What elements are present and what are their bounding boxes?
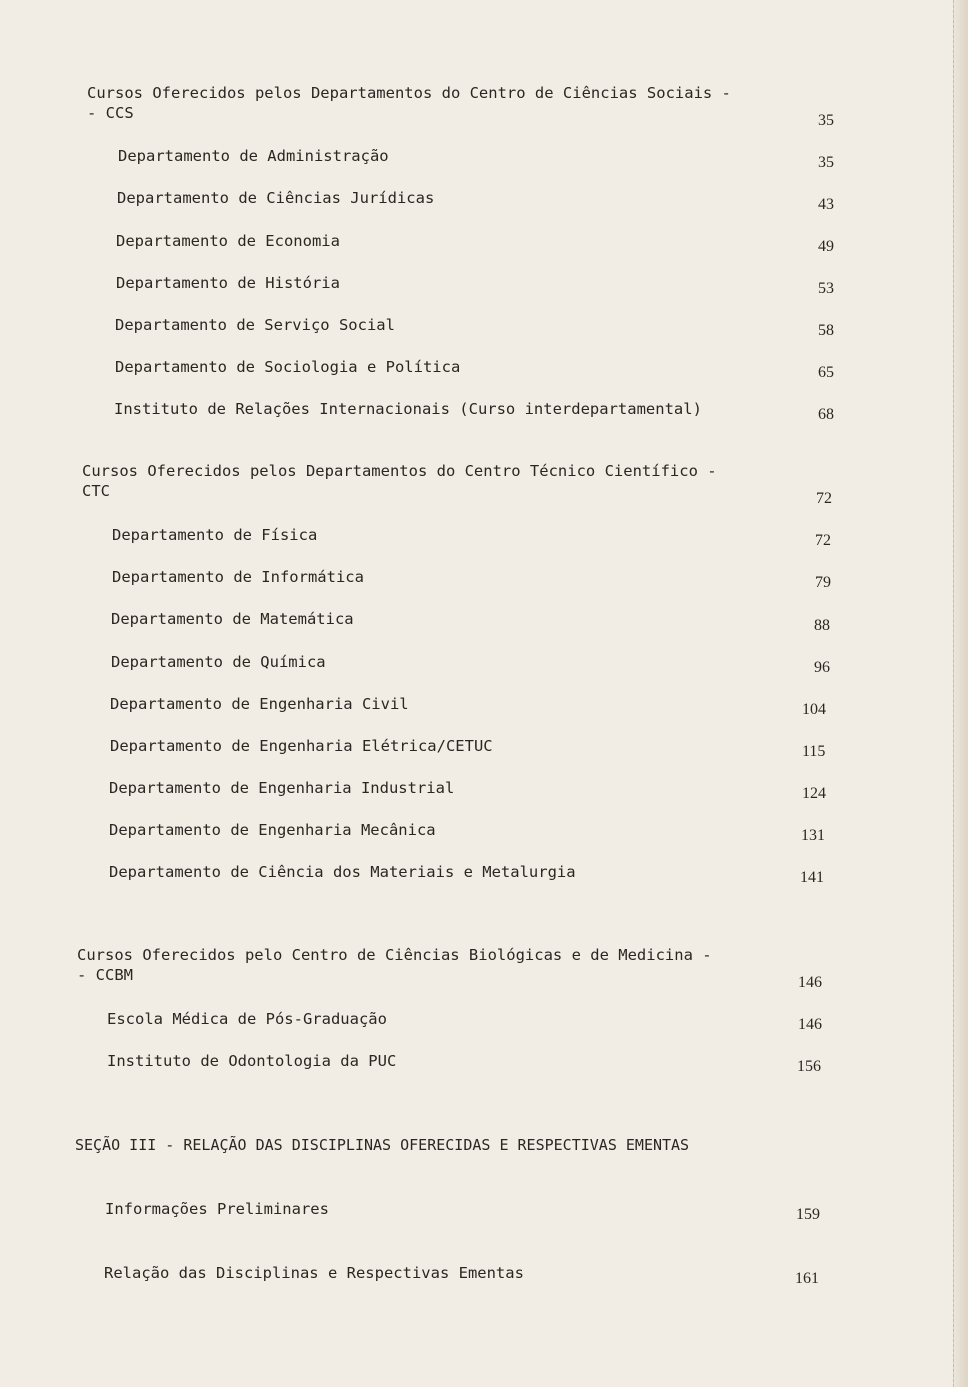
toc-entry-label: Departamento de Sociologia e Política	[115, 358, 461, 376]
section-title-secao-iii: SEÇÃO III - RELAÇÃO DAS DISCIPLINAS OFERECIDAS E RESPECTIVAS EMENTAS	[75, 1136, 690, 1154]
toc-entry-page: 49	[818, 238, 834, 255]
toc-entry-label: Departamento de Ciências Jurídicas	[117, 189, 435, 207]
toc-entry-label: Departamento de Ciência dos Materiais e Metalurgia	[109, 863, 576, 881]
toc-entry-page: 53	[818, 280, 834, 297]
toc-entry-page: 161	[795, 1270, 819, 1287]
toc-entry-label: Departamento de Serviço Social	[115, 316, 395, 334]
toc-entry-label: Relação das Disciplinas e Respectivas Ementas	[104, 1264, 524, 1282]
toc-entry-page: 43	[818, 196, 834, 213]
section-page-ccbm: 146	[798, 974, 822, 991]
toc-entry-page: 96	[814, 659, 830, 676]
toc-entry-label: Departamento de Física	[112, 526, 318, 544]
toc-entry-label: Departamento de Engenharia Mecânica	[109, 821, 436, 839]
toc-entry-page: 141	[800, 869, 824, 886]
section-heading-ccbm-line1: Cursos Oferecidos pelo Centro de Ciências Biológicas e de Medicina -	[77, 946, 712, 964]
toc-entry-page: 115	[802, 743, 826, 760]
toc-entry-label: Departamento de Engenharia Elétrica/CETUC	[110, 737, 493, 755]
toc-entry-label: Departamento de Engenharia Civil	[110, 695, 409, 713]
toc-entry-label: Departamento de Engenharia Industrial	[109, 779, 455, 797]
toc-entry-page: 131	[801, 827, 825, 844]
toc-entry-page: 146	[798, 1016, 822, 1033]
toc-entry-label: Instituto de Odontologia da PUC	[107, 1052, 397, 1070]
section-heading-ctc-line2: CTC	[82, 482, 110, 500]
toc-entry-page: 104	[802, 701, 826, 718]
toc-entry-label: Departamento de Economia	[116, 232, 340, 250]
toc-entry-label: Escola Médica de Pós-Graduação	[107, 1010, 387, 1028]
section-heading-ctc-line1: Cursos Oferecidos pelos Departamentos do Centro Técnico Científico -	[82, 462, 717, 480]
toc-entry-page: 58	[818, 322, 834, 339]
section-page-ccs: 35	[818, 112, 834, 129]
toc-entry-page: 72	[815, 532, 831, 549]
section-heading-ccbm-line2: - CCBM	[77, 966, 133, 984]
toc-entry-label: Instituto de Relações Internacionais (Curso interdepartamental)	[114, 400, 702, 418]
toc-entry-page: 88	[814, 617, 830, 634]
page-edge	[953, 0, 968, 1387]
section-heading-ccs-line2: - CCS	[87, 104, 134, 122]
toc-entry-page: 68	[818, 406, 834, 423]
toc-entry-page: 79	[815, 574, 831, 591]
toc-entry-label: Departamento de Matemática	[111, 610, 354, 628]
toc-entry-label: Informações Preliminares	[105, 1200, 329, 1218]
toc-entry-label: Departamento de Química	[111, 653, 326, 671]
toc-entry-page: 159	[796, 1206, 820, 1223]
toc-entry-page: 124	[802, 785, 826, 802]
toc-entry-label: Departamento de Informática	[112, 568, 364, 586]
toc-entry-page: 35	[818, 154, 834, 171]
section-page-ctc: 72	[816, 490, 832, 507]
toc-entry-label: Departamento de Administração	[118, 147, 389, 165]
toc-entry-page: 156	[797, 1058, 821, 1075]
toc-entry-page: 65	[818, 364, 834, 381]
toc-entry-label: Departamento de História	[116, 274, 340, 292]
section-heading-ccs-line1: Cursos Oferecidos pelos Departamentos do Centro de Ciências Sociais -	[87, 84, 731, 102]
